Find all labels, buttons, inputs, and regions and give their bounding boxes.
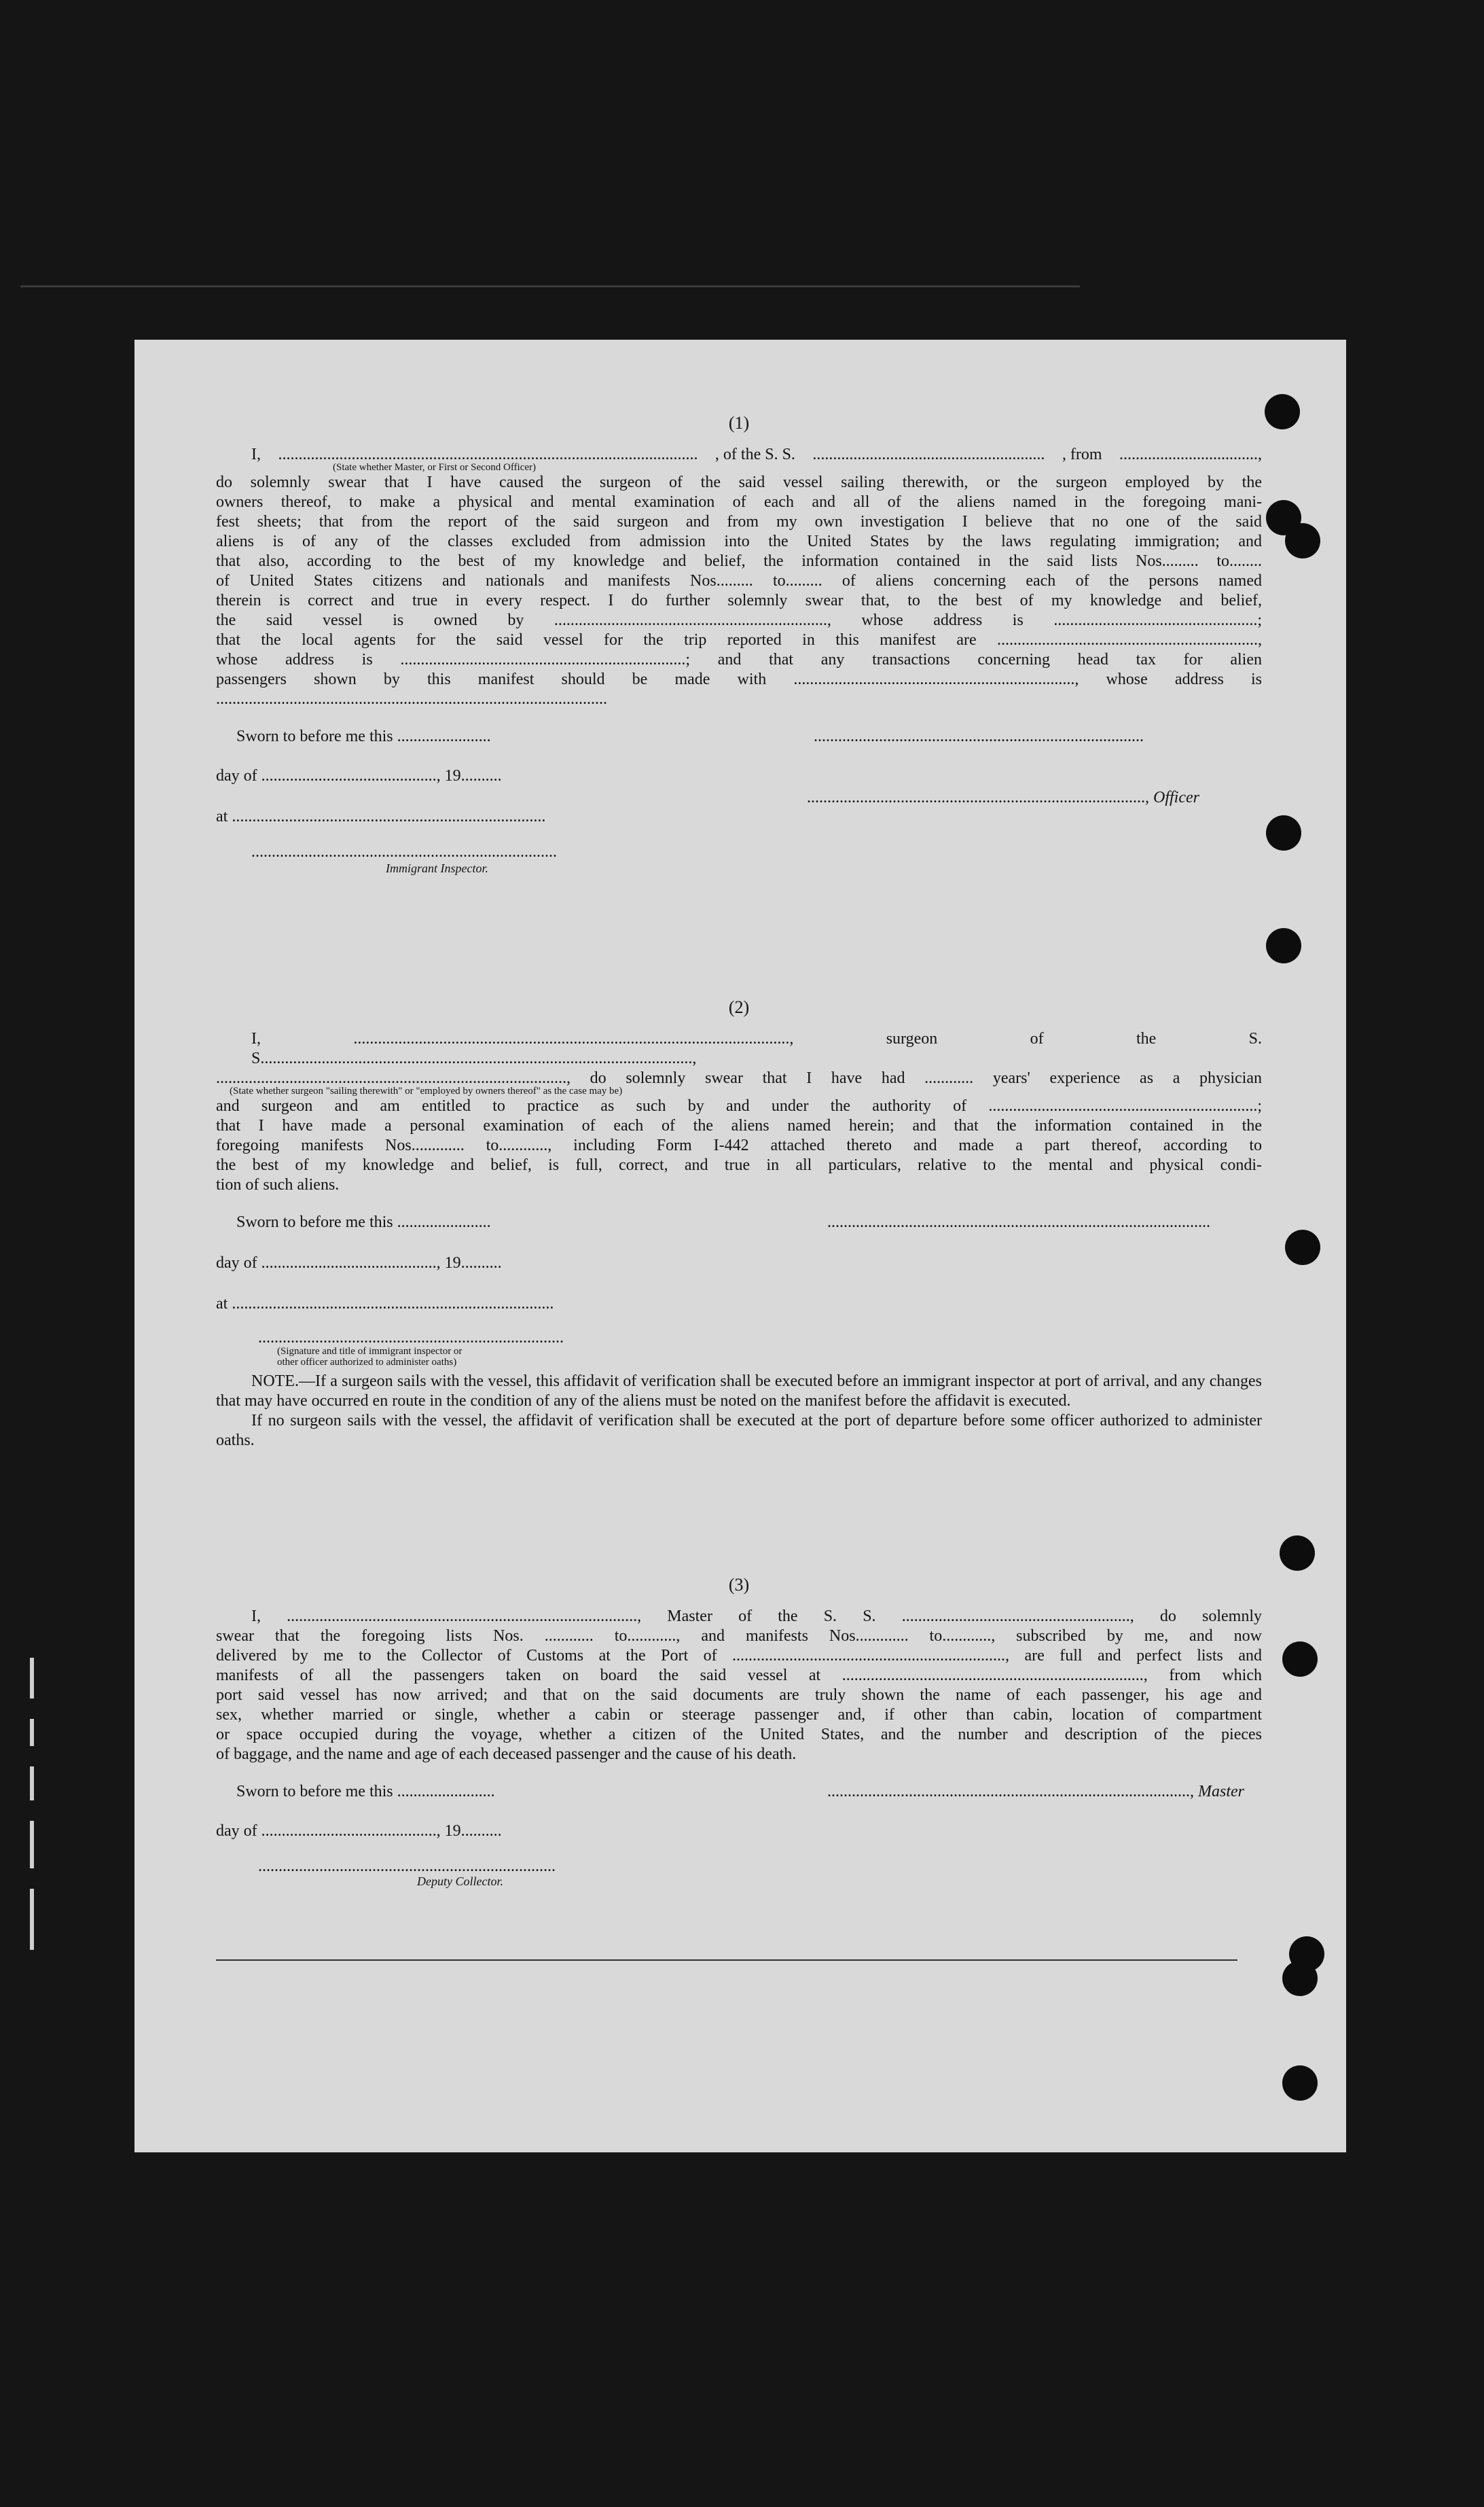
day-line: day of ..........................................., 19.......... [216, 767, 502, 785]
section-number: (3) [728, 1575, 750, 1595]
day-line: day of ..........................................., 19.......... [216, 1254, 502, 1272]
manifest-page [134, 340, 1346, 2152]
collector-label: Deputy Collector. [417, 1874, 503, 1888]
punch-hole [1282, 1961, 1318, 1996]
punch-hole [1266, 928, 1301, 963]
scan-border-line [20, 285, 1080, 287]
officer-label: Officer [1153, 789, 1199, 806]
oath-first-line: I, ....................................................................................................... , of the S. S. ......................................................... , from .................................., [251, 446, 1262, 463]
inspector-label: Immigrant Inspector. [386, 861, 488, 875]
note-label: NOTE. [251, 1372, 299, 1390]
signature-dots: .............................................................................................. [827, 1213, 1210, 1231]
punch-hole [1280, 1535, 1315, 1571]
officer-line: ..................................................................................., Officer [807, 789, 1199, 806]
section-number: (2) [728, 997, 750, 1017]
day-line: day of ..........................................., 19.......... [216, 1822, 502, 1840]
sworn-line: Sworn to before me this ....................... [236, 1213, 491, 1231]
punch-hole [1285, 523, 1320, 558]
master-line: ........................................................................................., Master [827, 1783, 1244, 1800]
officer-caption: (State whether Master, or First or Second Officer) [333, 462, 537, 473]
at-line: at ............................................................................... [216, 1295, 554, 1313]
sworn-line: Sworn to before me this ........................ [236, 1783, 495, 1800]
signature-dots: ................................................................................. [814, 728, 1144, 745]
master-label: Master [1198, 1783, 1244, 1800]
bottom-rule [216, 1959, 1237, 1961]
sworn-line: Sworn to before me this ....................... [236, 728, 491, 745]
surgeon-caption: (State whether surgeon "sailing therewith" or "employed by owners thereof" as the case may be) [230, 1086, 623, 1097]
surgeon-note: NOTE.—If a surgeon sails with the vessel, this affidavit of verification shall be executed before an immigrant inspector at port of arrival, and any changes that may have occurred en route in the condition of any of the aliens must be noted on the manifest before the affidavit is executed. If no surgeon sails with the vessel, the affidavit of verification shall be executed at the port of departure before some officer authorized to administer oaths. [216, 1372, 1262, 1449]
punch-hole [1265, 394, 1300, 429]
film-edge-marks [26, 1658, 39, 1963]
official-dots: ........................................................................... [258, 1329, 564, 1347]
inspector-dots: ........................................................................... [251, 843, 557, 861]
punch-hole [1282, 1641, 1318, 1677]
section-3-masters-declaration [216, 1575, 1262, 1900]
oath-body: do solemnly swear that I have caused the surgeon of the said vessel sailing therewith, or the surgeon employed by the owners thereof, to make a physical and mental examination of each and all of the aliens named in the foregoing mani- fest sheets; that from the report of the said surgeon and from my own investigation I believe that no one of the said aliens is of any of the classes excluded from admission into the United States by the laws regulating immigration; and that also, according to the best of my knowledge and belief, the information contained in the said lists Nos......... to........ of United States citizens and nationals and manifests Nos......... to......... of aliens concerning each of the persons named therein is correct and true in every respect. I do further solemnly swear that, to the best of my knowledge and belief, the said vessel is owned by ..................................................................., whose address is ..................................................; that the local agents for the said vessel for the trip reported in this manifest are ................................................................, whose address is ......................................................................; and that any transactions concerning head tax for alien passengers shown by this manifest should be made with ....................................................................., whose address is ................................................................................................ [216, 474, 1262, 708]
collector-dots: ......................................................................... [258, 1857, 556, 1875]
punch-hole [1266, 815, 1301, 851]
at-line: at ............................................................................. [216, 808, 546, 825]
official-label: (Signature and title of immigrant inspector or other officer authorized to administer oaths) [277, 1346, 463, 1368]
section-number: (1) [728, 413, 750, 433]
surgeon-body: and surgeon and am entitled to practice as such by and under the authority of ..................................................................; that I have made a personal examination of each of the aliens named herein; and that the information contained in the foregoing manifests Nos............. to............, including Form I-442 attached thereto and made a part thereof, according to the best of my knowledge and belief, is full, correct, and true in all particulars, relative to the mental and physical condi- tion of such aliens. [216, 1097, 1262, 1194]
punch-hole [1285, 1230, 1320, 1265]
section-2-surgeons-oath: (2) I, ..........................................................................................................., surgeon of the S. S.........................................................................................................., ......................................................................................, do solemnly swear that I have had ............ years' experience as a physician (State whether surgeon "sailing therewith" or "employed by owners thereof" as the case may be) and surgeon and am entitled to practice as such by and under the authority of ..................................................................; that I have made a personal examination of each of the aliens named herein; and that the information contained in the foregoing manifests Nos............. to............, including Form I-442 attached thereto and made a part thereof, according to the best of my knowledge and belief, is full, correct, and true in all particulars, relative to the mental and physical condi- tion of such aliens. Sworn to before me this ....................... .............................................................................................. day of ..........................................., 19.......... at ............................................................................... ........................................................................... (Signature and title of immigrant inspector or other officer authorized to administer oaths) NOTE.—If a surgeon sails with the vessel, this affidavit of verification shall be executed before an immigrant inspector at port of arrival, and any changes that may have occurred en route in the condition of any of the aliens must be noted on the manifest before the affidavit is executed. If no surgeon sails with the vessel, the affidavit of verification shall be executed at the port of departure before some officer authorized to administer oaths. [216, 997, 1262, 1449]
punch-hole [1282, 2065, 1318, 2101]
declaration-body: I, ......................................................................................, Master of the S. S. ........................................................, do solemnly swear that the foregoing lists Nos. ............ to............, and manifests Nos............. to............, subscribed by me, and now delivered by me to the Collector of Customs at the Port of ..................................................................., are full and perfect lists and manifests of all the passengers taken on board the said vessel at .........................................................................., from which port said vessel has now arrived; and that on the said documents are truly shown the name of each passenger, his age and sex, whether married or single, whether a cabin or steerage passenger and, if other than cabin, location of compartment or space occupied during the voyage, whether a citizen of the United States, and the number and description of the pieces of baggage, and the name and age of each deceased passenger and the cause of his death. [216, 1607, 1262, 1763]
section-1-masters-oath [216, 413, 1262, 900]
